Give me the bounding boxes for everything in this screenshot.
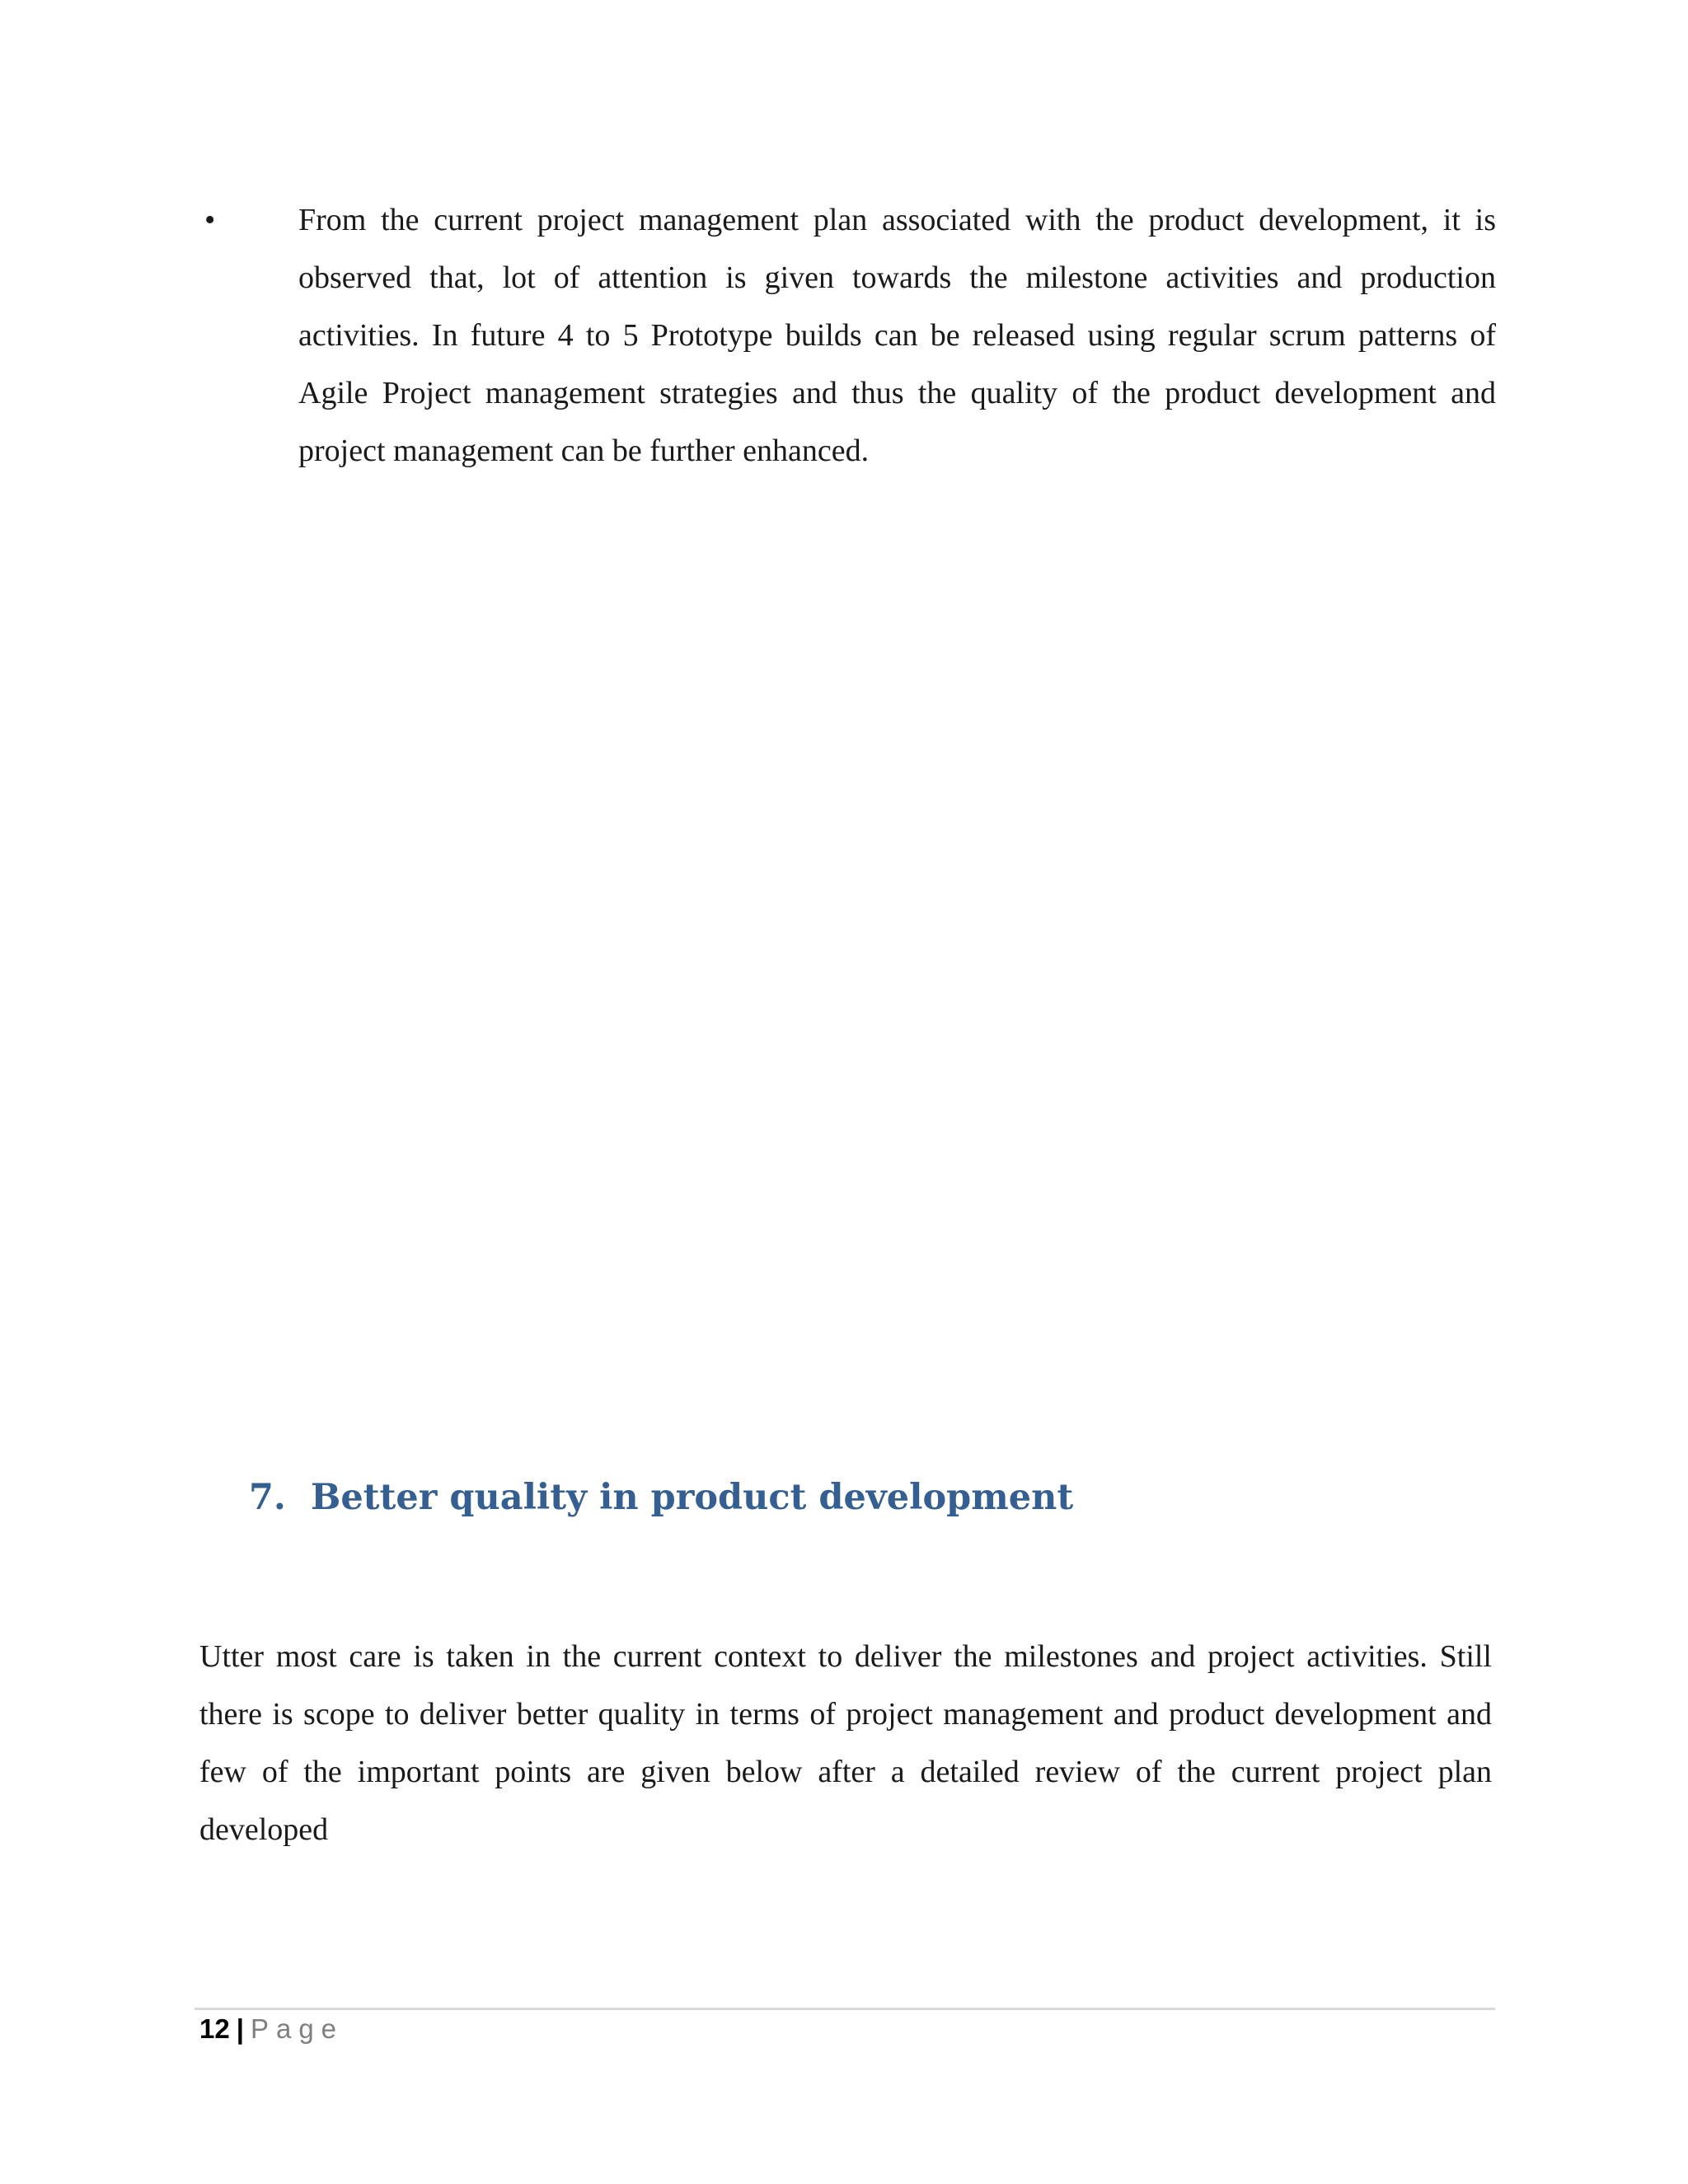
body-paragraph: Utter most care is taken in the current context to deliver the milestones and project activities. Still there is scope to deliver better quality in terms of project management and product development and few of the important points are given below after a detailed review of the current project plan developed — [199, 1639, 1492, 1847]
page-label: Page — [250, 2013, 345, 2044]
footer-divider — [195, 2008, 1495, 2010]
page-footer — [199, 2011, 344, 2047]
section-number: 7. — [249, 1477, 286, 1518]
bullet-text: From the current project management plan associated with the product development, it is observed that, lot of attention is given towards the milestone activities and production activities. In future 4 to 5 Prototype builds can be released using regular scrum patterns of Agile Project management strategies and thus the quality of the product development and project management can be further enhanced. — [298, 203, 1496, 468]
page-number: 12 — [199, 2013, 230, 2044]
bullet-icon: • — [204, 203, 216, 237]
section-heading — [249, 1477, 1073, 1518]
footer-separator: | — [236, 2013, 244, 2044]
section-title: Better quality in product development — [310, 1477, 1074, 1518]
bullet-list-item — [204, 191, 1496, 480]
